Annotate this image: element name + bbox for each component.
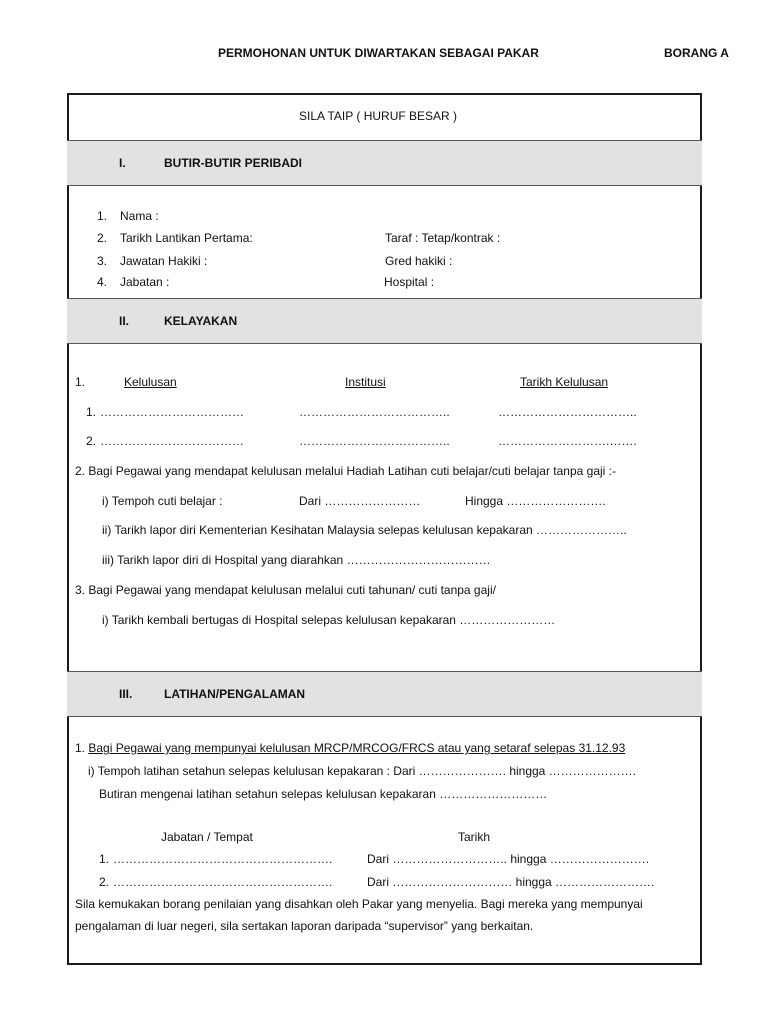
return-to-duty-date-field[interactable]: i) Tarikh kembali bertugas di Hospital selepas kelulusan kepakaran …………………… (102, 613, 556, 627)
q3-text: 3. Bagi Pegawai yang mendapat kelulusan melalui cuti tahunan/ cuti tanpa gaji/ (75, 583, 496, 597)
experience-row-1-dates[interactable]: Dari ……………………….. hingga ……………………. (367, 852, 650, 866)
instruction-text: SILA TAIP ( HURUF BESAR ) (299, 109, 458, 123)
column-jabatan-tempat: Jabatan / Tempat (161, 830, 253, 844)
study-leave-from-field[interactable]: Dari …………………… (299, 494, 421, 508)
column-institusi: Institusi (345, 375, 386, 389)
grade-field[interactable]: Gred hakiki : (385, 254, 453, 268)
form-title: PERMOHONAN UNTUK DIWARTAKAN SEBAGAI PAKAR (218, 46, 539, 60)
qualification-row-1-number: 1. (86, 405, 97, 419)
section-2-header (67, 298, 702, 344)
section-3-title: LATIHAN/PENGALAMAN (164, 687, 306, 701)
column-tarikh: Tarikh (458, 830, 491, 844)
section-1-header (67, 140, 702, 186)
hospital-report-date-field[interactable]: iii) Tarikh lapor diri di Hospital yang diarahkan ……………………………… (102, 553, 491, 567)
item-4-number: 4. (97, 275, 108, 289)
experience-row-1-number: 1. (99, 852, 110, 866)
hospital-field[interactable]: Hospital : (384, 275, 435, 289)
section-1-title: BUTIR-BUTIR PERIBADI (164, 156, 302, 170)
first-appointment-date-field[interactable]: Tarikh Lantikan Pertama: (120, 231, 253, 245)
study-leave-to-field[interactable]: Hingga ……………………. (465, 494, 606, 508)
qualification-row-1-institusi[interactable]: ……………………………….. (299, 405, 450, 419)
qualification-row-1-kelulusan[interactable]: ……………………………… (100, 405, 244, 419)
ministry-report-date-field[interactable]: ii) Tarikh lapor diri Kementerian Kesihatan Malaysia selepas kelulusan kepakaran ………………….. (102, 523, 627, 537)
item-3-number: 3. (97, 254, 108, 268)
qualification-row-2-institusi[interactable]: ……………………………….. (299, 434, 450, 448)
qualification-row-1-tarikh[interactable]: …………………………….. (498, 405, 637, 419)
experience-row-2-number: 2. (99, 875, 110, 889)
experience-row-2-place[interactable]: ………………………………………………. (113, 875, 333, 889)
qualification-row-2-tarikh[interactable]: ……………………….……. (498, 434, 637, 448)
section-3-header (67, 671, 702, 717)
column-tarikh-kelulusan: Tarikh Kelulusan (520, 375, 609, 389)
qualification-row-2-kelulusan[interactable]: ……………………………… (100, 434, 244, 448)
department-field[interactable]: Jabatan : (120, 275, 170, 289)
training-details-field[interactable]: Butiran mengenai latihan setahun selepas kelulusan kepakaran ……………………… (99, 787, 548, 801)
section-2-title: KELAYAKAN (164, 314, 238, 328)
substantive-post-field[interactable]: Jawatan Hakiki : (120, 254, 208, 268)
training-q1 (75, 741, 625, 755)
form-code: BORANG A (664, 46, 729, 60)
training-period-field[interactable]: i) Tempoh latihan setahun selepas kelulusan kepakaran : Dari …………………. hingga …………………. (88, 764, 637, 778)
name-field[interactable]: Nama : (120, 209, 159, 223)
item-2-number: 2. (97, 231, 108, 245)
training-q1-number: 1. (75, 741, 89, 755)
training-q1-text: Bagi Pegawai yang mempunyai kelulusan MRCP/MRCOG/FRCS atau yang setaraf selepas 31.12.93 (88, 741, 626, 755)
status-field[interactable]: Taraf : Tetap/kontrak : (385, 231, 501, 245)
q2-text: 2. Bagi Pegawai yang mendapat kelulusan melalui Hadiah Latihan cuti belajar/cuti belajar tanpa gaji :- (75, 464, 617, 478)
study-leave-period-label: i) Tempoh cuti belajar : (102, 494, 223, 508)
experience-row-2-dates[interactable]: Dari ………………………… hingga ……………………. (367, 875, 655, 889)
qualification-row-2-number: 2. (86, 434, 97, 448)
q1-number: 1. (75, 375, 86, 389)
section-3-number: III. (119, 687, 133, 701)
note-line-2: pengalaman di luar negeri, sila sertakan laporan daripada “supervisor” yang berkaitan. (75, 919, 534, 933)
note-line-1: Sila kemukakan borang penilaian yang disahkan oleh Pakar yang menyelia. Bagi mereka yang mempunyai (75, 897, 643, 911)
item-1-number: 1. (97, 209, 108, 223)
section-1-number: I. (119, 156, 126, 170)
experience-row-1-place[interactable]: ………………………………………………. (113, 852, 333, 866)
column-kelulusan: Kelulusan (124, 375, 177, 389)
section-2-number: II. (119, 314, 130, 328)
